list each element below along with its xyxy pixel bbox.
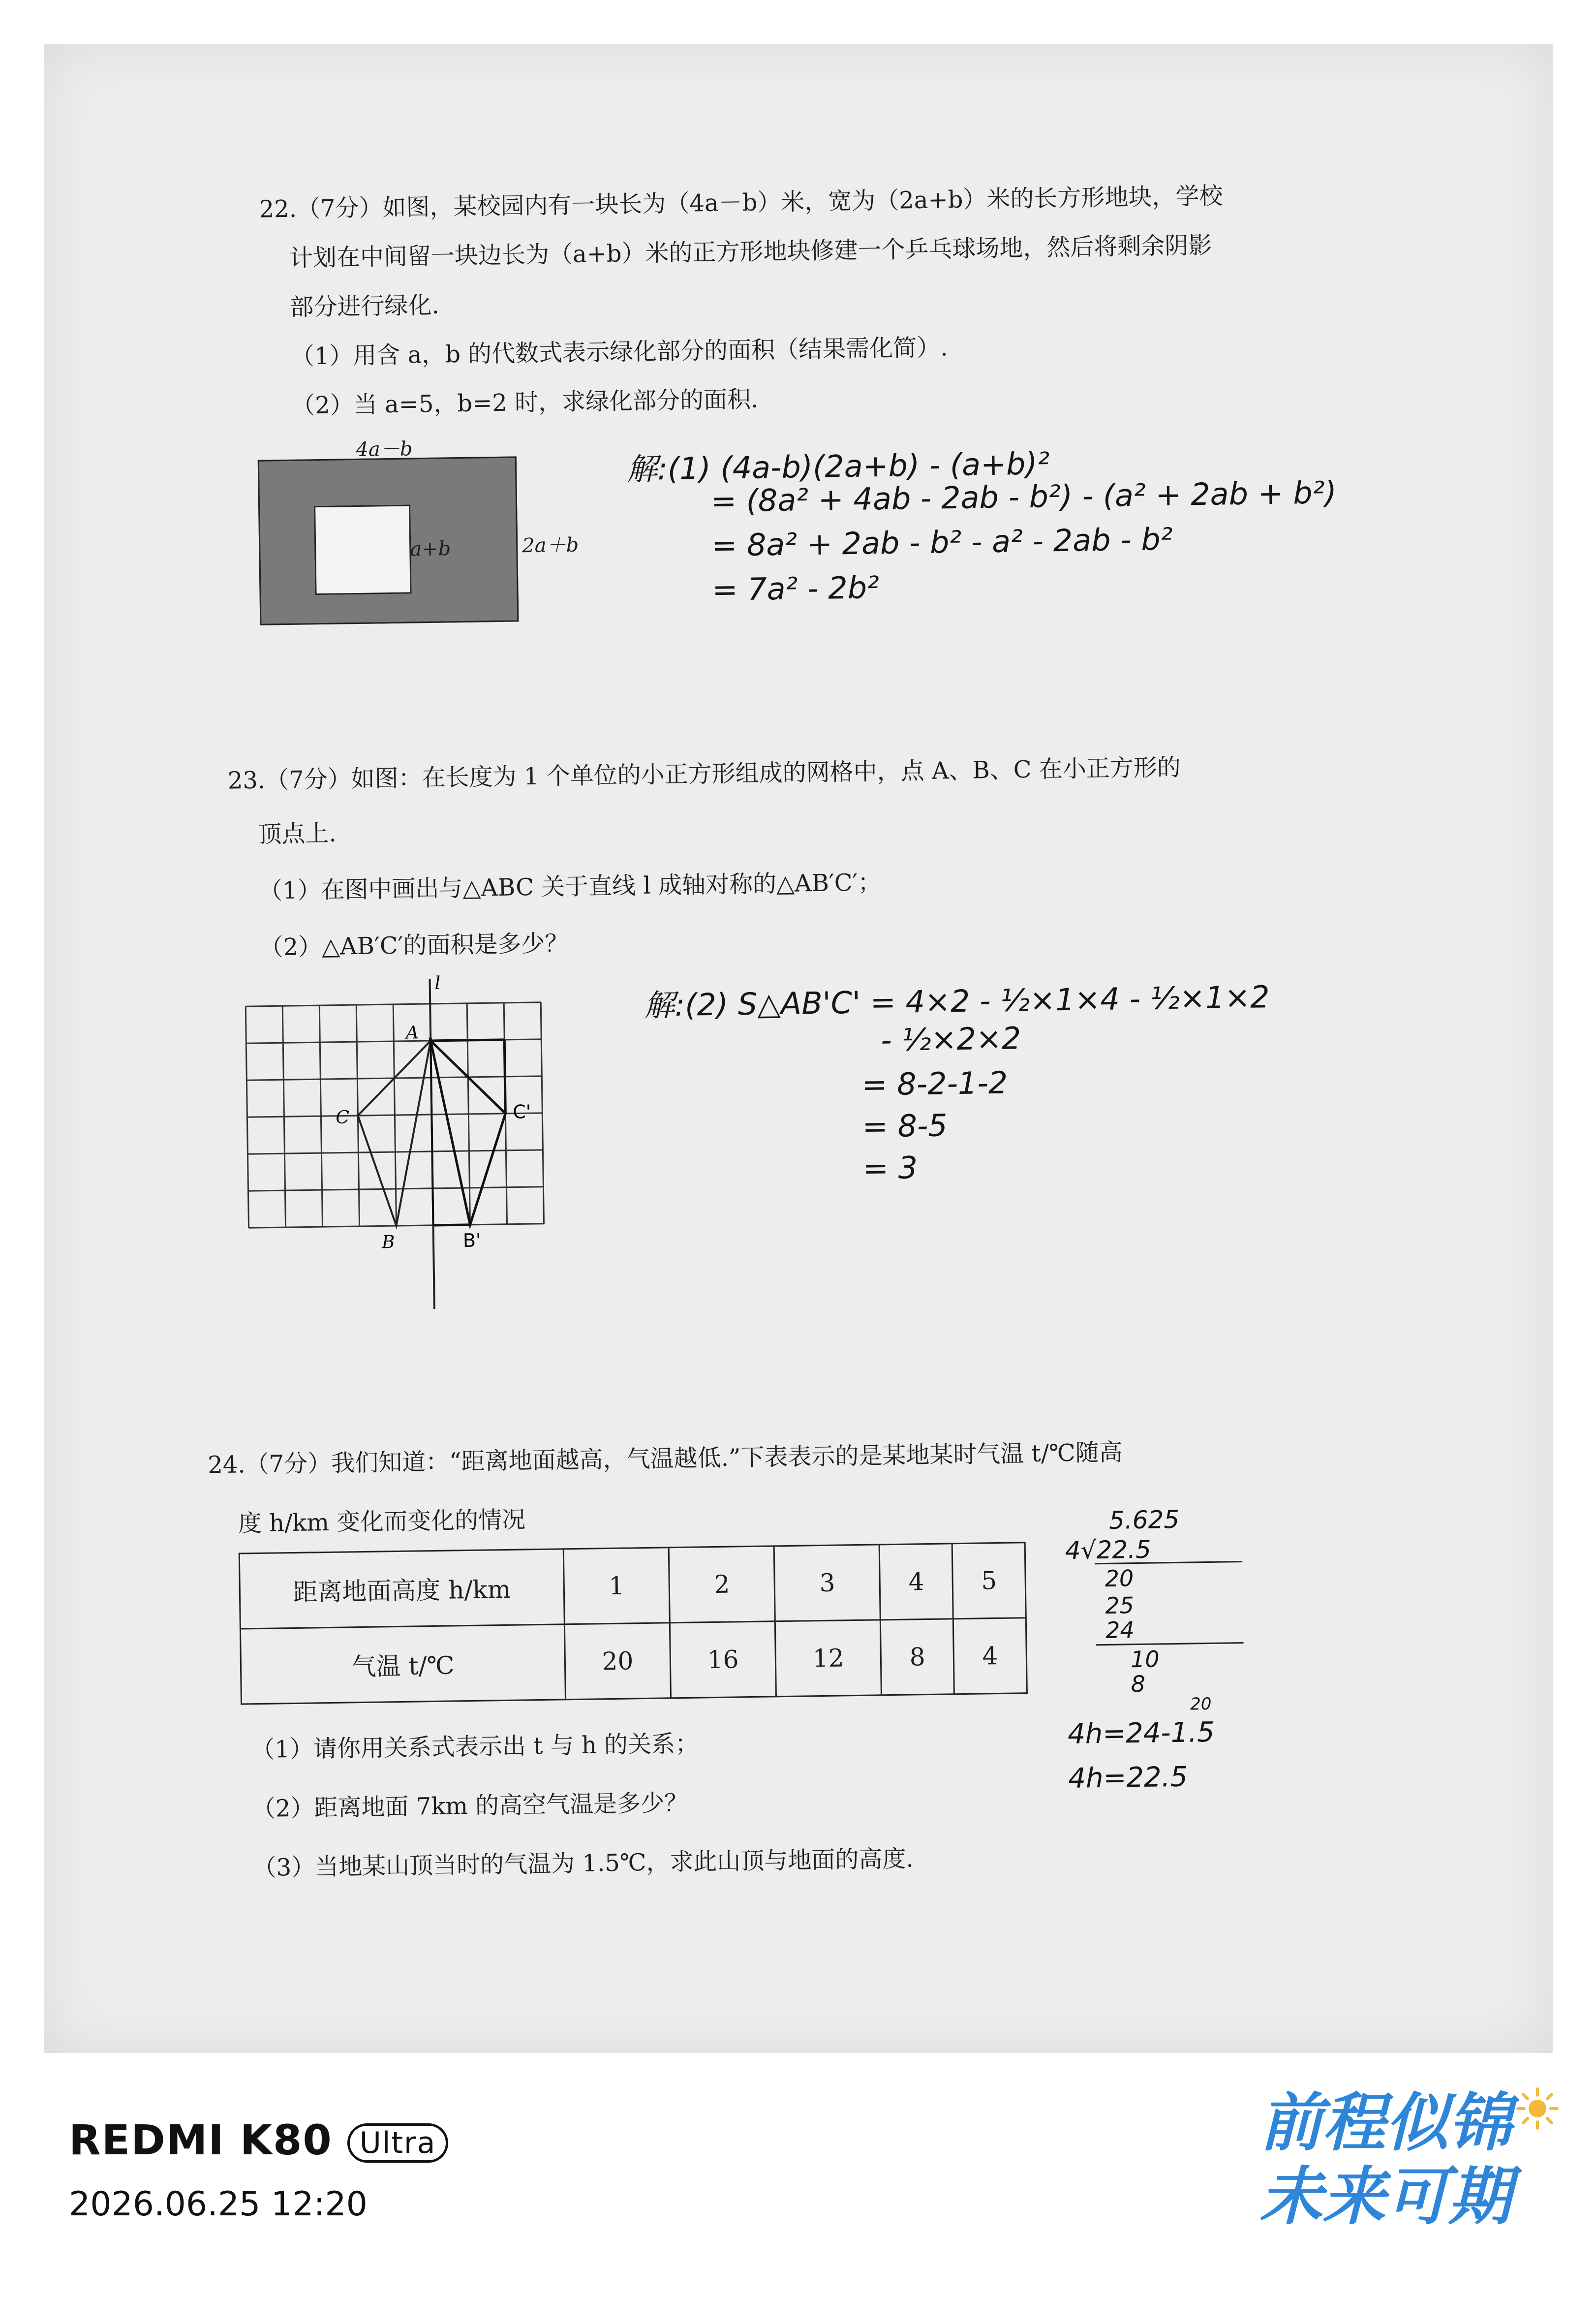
q22-work-2: = (8a² + 4ab - 2ab - b²) - (a² + 2ab + b²)	[710, 474, 1337, 519]
q23-line1: 23.（7分）如图：在长度为 1 个单位的小正方形组成的网格中，点 A、B、C 在小正方形的	[227, 753, 1181, 795]
table-cell: 3	[774, 1545, 880, 1621]
q23-work-4: = 8-5	[862, 1107, 948, 1145]
table-cell: 12	[775, 1620, 882, 1697]
q23-work-3: = 8-2-1-2	[861, 1064, 1008, 1103]
point-c1-label: C'	[513, 1101, 531, 1123]
point-a-label: A	[405, 1023, 419, 1043]
q23-work-5: = 3	[862, 1150, 918, 1186]
table-row-label: 气温 t/℃	[240, 1624, 565, 1704]
division-setup: 4√22.5	[1065, 1535, 1152, 1565]
slogan-watermark	[1259, 2086, 1565, 2234]
axis-label: l	[434, 973, 441, 994]
q24-line1: 24.（7分）我们知道：“距离地面越高，气温越低.”下表表示的是某地某时气温 t/℃随高	[207, 1438, 1123, 1479]
q22-top-label: 4a－b	[356, 437, 413, 461]
camera-brand	[69, 2116, 448, 2164]
table-cell: 1	[563, 1548, 670, 1624]
q24-temperature-table	[239, 1542, 1028, 1705]
camera-model: REDMI K80	[69, 2116, 333, 2164]
table-cell: 5	[952, 1543, 1026, 1619]
table-row	[240, 1618, 1027, 1704]
table-row-label: 距离地面高度 h/km	[239, 1549, 564, 1629]
table-cell: 8	[881, 1619, 954, 1695]
point-b-label: B	[381, 1232, 395, 1253]
q22-figure	[258, 456, 519, 625]
division-step-2: 25	[1105, 1592, 1135, 1619]
helper-line-1	[430, 1041, 433, 1225]
q22-inner-square	[314, 504, 412, 595]
point-b1-label: B'	[462, 1229, 481, 1252]
table-row	[239, 1543, 1026, 1629]
ultra-badge: Ultra	[347, 2123, 449, 2163]
q22-part2: （2）当 a=5，b=2 时，求绿化部分的面积.	[291, 385, 759, 420]
q22-line3: 部分进行绿化.	[290, 291, 440, 321]
q22-work-3: = 8a² + 2ab - b² - a² - 2ab - b²	[711, 521, 1173, 563]
q24-part1: （1）请你用关系式表示出 t 与 h 的关系；	[250, 1730, 699, 1764]
document-photo	[44, 44, 1553, 2053]
q23-part2: （2）△AB′C′的面积是多少？	[259, 930, 569, 962]
table-cell: 16	[670, 1621, 776, 1698]
sun-icon	[1515, 2086, 1560, 2131]
q24-part2: （2）距离地面 7km 的高空气温是多少？	[251, 1789, 688, 1823]
table-cell: 2	[669, 1546, 775, 1623]
q23-line2: 顶点上.	[258, 819, 337, 848]
q24-work-eq1: 4h=24-1.5	[1067, 1716, 1215, 1751]
q22-work-1: 解:(1) (4a-b)(2a+b) - (a+b)²	[626, 445, 1050, 488]
q22-line1: 22.（7分）如图，某校园内有一块长为（4a－b）米，宽为（2a+b）米的长方形地块，学校	[259, 182, 1223, 223]
q22-line2: 计划在中间留一块边长为（a+b）米的正方形地块修建一个乒乓球场地，然后将剩余阴影	[289, 231, 1212, 272]
division-step-5: 8	[1131, 1670, 1146, 1698]
q22-part1: （1）用含 a，b 的代数式表示绿化部分的面积（结果需化简）.	[290, 334, 948, 371]
q22-inner-label: a+b	[410, 537, 451, 561]
table-cell: 4	[953, 1618, 1027, 1694]
helper-line-2	[430, 1040, 504, 1041]
q23-work-2: - ½×2×2	[880, 1020, 1021, 1058]
table-cell: 4	[880, 1544, 953, 1620]
exam-sheet	[44, 44, 1553, 2053]
helper-line-3	[504, 1040, 505, 1114]
q23-work-1: 解:(2) S△AB'C' = 4×2 - ½×1×4 - ½×1×2	[644, 979, 1270, 1024]
q22-right-label: 2a＋b	[522, 533, 579, 558]
slogan-line-2: 未来可期	[1259, 2160, 1512, 2234]
point-c-label: C	[336, 1107, 350, 1128]
q23-grid-figure	[230, 972, 589, 1322]
q23-part1: （1）在图中画出与△ABC 关于直线 l 成轴对称的△AB′C′；	[258, 869, 882, 905]
division-step-1: 20	[1105, 1565, 1134, 1592]
photo-datetime: 2026.06.25 12:20	[69, 2185, 368, 2224]
q24-line2: 度 h/km 变化而变化的情况	[238, 1506, 526, 1538]
division-step-4: 10	[1130, 1646, 1160, 1673]
slogan-line-1: 前程似锦	[1259, 2086, 1512, 2160]
q22-work-4: = 7a² - 2b²	[712, 569, 880, 608]
division-step-3: 24	[1105, 1616, 1135, 1644]
table-cell: 20	[564, 1623, 671, 1700]
grid-lines	[246, 1002, 544, 1228]
q24-work-eq2: 4h=22.5	[1068, 1761, 1188, 1795]
division-step-6: 20	[1190, 1694, 1212, 1714]
division-quotient: 5.625	[1108, 1505, 1180, 1535]
q24-part3: （3）当地某山顶当时的气温为 1.5℃，求此山顶与地面的高度.	[252, 1845, 914, 1882]
